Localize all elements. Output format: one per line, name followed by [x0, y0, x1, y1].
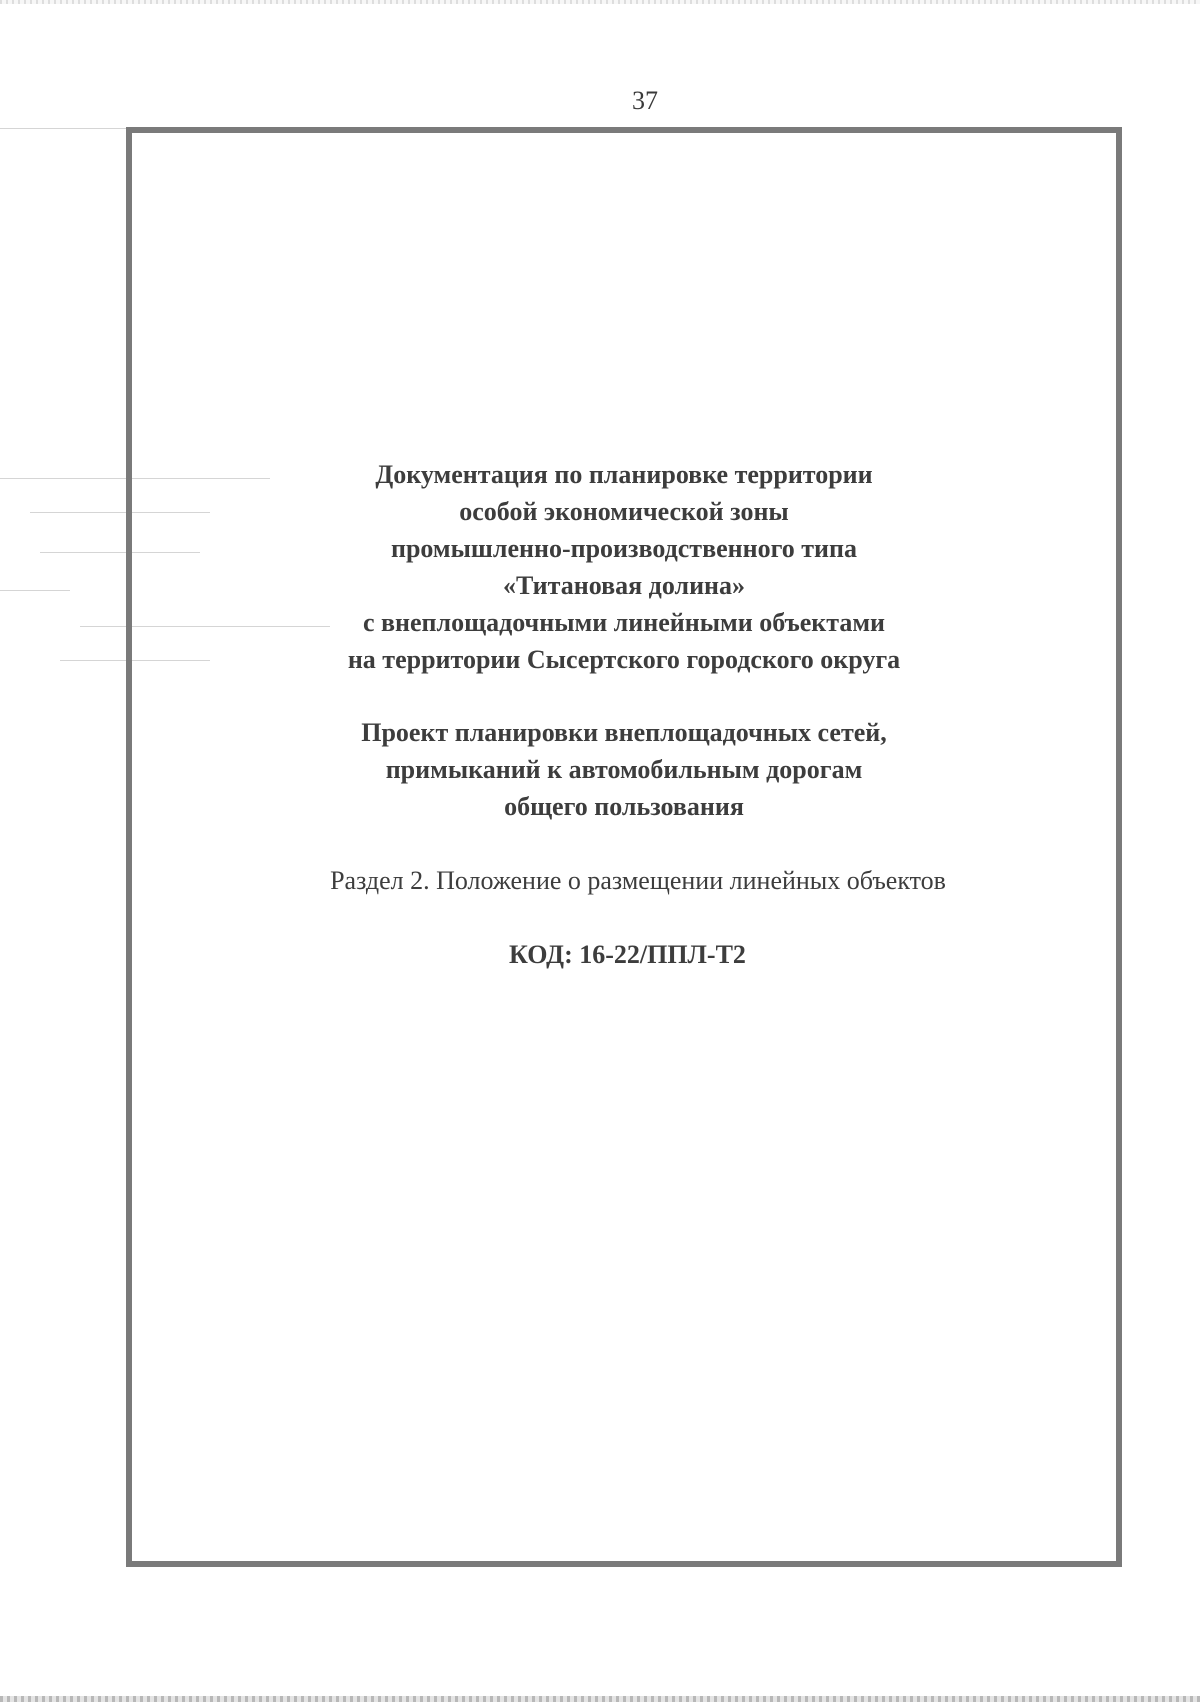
title-line: «Титановая долина»: [502, 571, 746, 600]
document-title: [126, 456, 1122, 678]
section-heading: Раздел 2. Положение о размещении линейных объектов: [330, 866, 946, 895]
scan-artifact: [0, 590, 70, 591]
title-line: с внеплощадочными линейными объектами: [362, 608, 886, 637]
title-line: на территории Сысертского городского округа: [347, 645, 901, 674]
scan-top-edge: [0, 0, 1200, 4]
document-frame: [126, 127, 1122, 1567]
page-number: 37: [632, 86, 658, 115]
title-line: особой экономической зоны: [459, 497, 789, 526]
subtitle-line: Проект планировки внеплощадочных сетей,: [361, 718, 887, 747]
document-code: КОД: 16-22/ППЛ-Т2: [509, 940, 746, 969]
document-subtitle: [126, 714, 1122, 825]
title-line: промышленно-производственного типа: [390, 534, 858, 563]
subtitle-line: примыканий к автомобильным дорогам: [385, 755, 863, 784]
scan-bottom-edge: [0, 1696, 1200, 1702]
subtitle-line: общего пользования: [504, 792, 744, 821]
title-line: Документация по планировке территории: [375, 460, 873, 489]
